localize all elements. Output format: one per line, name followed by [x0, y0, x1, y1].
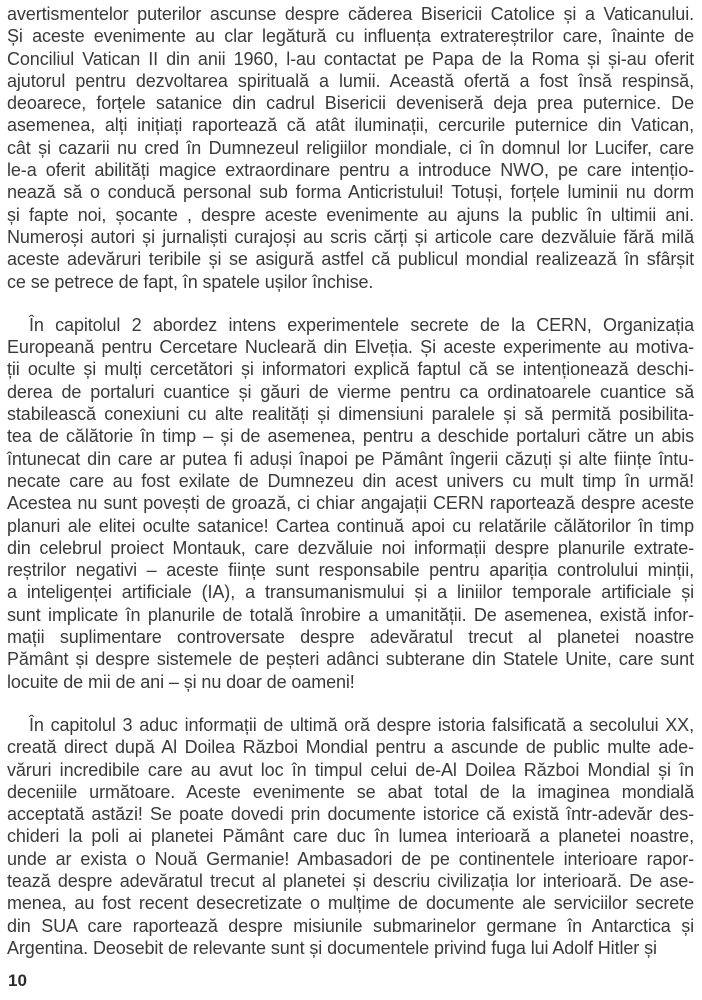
text-line: aceste adevăruri teribile și se asigură astfel că publicul mondial realizează în sfârșit [7, 249, 694, 270]
text-line: unde ar exista o Nouă Germanie! Ambasadori de pe continentele interioare rapor- [7, 848, 694, 869]
text-line: tează despre adevăratul trecut al planetei și descriu civilizația lor interioară. De ase- [7, 870, 694, 891]
text-line: Și aceste evenimente au clar legătură cu influența extratereștrilor care, înainte de [7, 26, 694, 47]
body-text-container [7, 3, 694, 959]
text-line: cât și cazarii nu cred în Dumnezeul religiilor mondiale, ci în domnul lor Lucifer, care [7, 137, 694, 158]
text-line: întunecat din care ar putea fi aduși înapoi pe Pământ îngerii căzuți și alte ființe întu- [7, 448, 694, 469]
text-line: În capitolul 3 aduc informații de ultimă oră despre istoria falsificată a secolului XX, [29, 714, 694, 735]
page-number: 10 [8, 971, 27, 990]
text-line: asemenea, alți inițiați raportează că atât iluminații, cercurile puternice din Vatican, [7, 115, 694, 136]
text-line: din celebrul proiect Montauk, care dezvăluie noi informații despre planurile extrate- [7, 537, 694, 558]
text-line: deceniile următoare. Aceste evenimente se abat total de la imaginea mondială [7, 781, 694, 802]
text-line: locuite de mii de ani – și nu doar de oameni! [7, 671, 355, 692]
text-line: tea de călătorie în timp – și de asemenea, pentru a deschide portaluri către un abis [7, 426, 694, 447]
text-line: ții oculte și mulți cercetători și informatori explică faptul că se intenționează deschi- [7, 359, 694, 380]
text-line: necate care au fost exilate de Dumnezeu din acest univers cu mult timp în urmă! [7, 470, 694, 491]
text-line: creată direct după Al Doilea Război Mondial pentru a ascunde de public multe ade- [7, 737, 694, 758]
text-line: În capitolul 2 abordez intens experimentele secrete de la CERN, Organizația [29, 314, 694, 335]
text-line: văruri incredibile care au avut loc în timpul celui de-Al Doilea Război Mondial și în [7, 759, 694, 780]
text-line: și fapte noi, șocante , despre aceste evenimente au ajuns la public în ultimii ani. [7, 204, 694, 225]
text-line: le-a oferit abilități magice extraordinare pentru a introduce NWO, pe care intențio- [7, 160, 694, 181]
text-line: reștrilor negativi – aceste ființe sunt responsabile pentru apariția controlului minții, [7, 560, 694, 581]
text-line: Argentina. Deosebit de relevante sunt și documentele privind fuga lui Adolf Hitler și [7, 937, 657, 958]
text-line: din SUA care raportează despre misiunile submarinelor germane în Antarctica și [7, 915, 694, 936]
text-line: Europeană pentru Cercetare Nucleară din Elveția. Și aceste experimente au motiva- [7, 337, 694, 358]
text-line: acceptată astăzi! Se poate dovedi prin documente istorice că există într-adevăr des- [7, 804, 694, 825]
paragraph [7, 3, 694, 293]
text-line: derea de portaluri cuantice și găuri de vierme pentru ca ordinatoarele cuantice să [7, 381, 694, 402]
text-line: avertismentelor puterilor ascunse despre căderea Bisericii Catolice și a Vaticanului. [7, 4, 694, 24]
text-line: deoarece, forțele satanice din cadrul Bisericii deveniseră deja prea puternice. De [7, 93, 694, 114]
text-line: menea, au fost recent desecretizate o mulțime de documente ale serviciilor secrete [7, 893, 694, 914]
text-line: Acestea nu sunt povești de groază, ci chiar angajații CERN raportează despre aceste [7, 493, 694, 514]
text-line: planuri ale elitei oculte satanice! Cartea continuă apoi cu relatările călătorilor în timp [7, 515, 694, 536]
text-line: Pământ și despre sistemele de peșteri adânci subterane din Statele Unite, care sunt [7, 649, 694, 670]
text-line: mații suplimentare controversate despre adevăratul trecut al planetei noastre [7, 627, 694, 648]
text-line: chideri la poli ai planetei Pământ care duc în lumea interioară a planetei noastre, [7, 826, 694, 847]
text-line: nează să o conducă personal sub forma Anticristului! Totuși, forțele luminii nu dorm [7, 182, 694, 203]
text-line: Conciliul Vatican II din anii 1960, l-au contactat pe Papa de la Roma și și-au oferit [7, 48, 694, 69]
text-line: stabilească conexiuni cu alte realități și dimensiuni paralele și să permită posibilita- [7, 404, 694, 425]
paragraph [7, 314, 694, 693]
text-line: ajutorul pentru dezvoltarea spirituală a lumii. Această ofertă a fost însă respinsă, [7, 70, 694, 91]
text-line: sunt implicate în planurile de totală înrobire a umanității. De asemenea, există infor- [7, 604, 694, 625]
text-line: a inteligenței artificiale (IA), a transumanismului și a liniilor temporale artificiale și [7, 582, 694, 603]
text-line: ce se petrece de fapt, în spatele ușilor închise. [7, 271, 374, 292]
text-line: Numeroși autori și jurnaliști curajoși au scris cărți și articole care dezvăluie fără milă [7, 226, 694, 247]
paragraph [7, 714, 694, 959]
